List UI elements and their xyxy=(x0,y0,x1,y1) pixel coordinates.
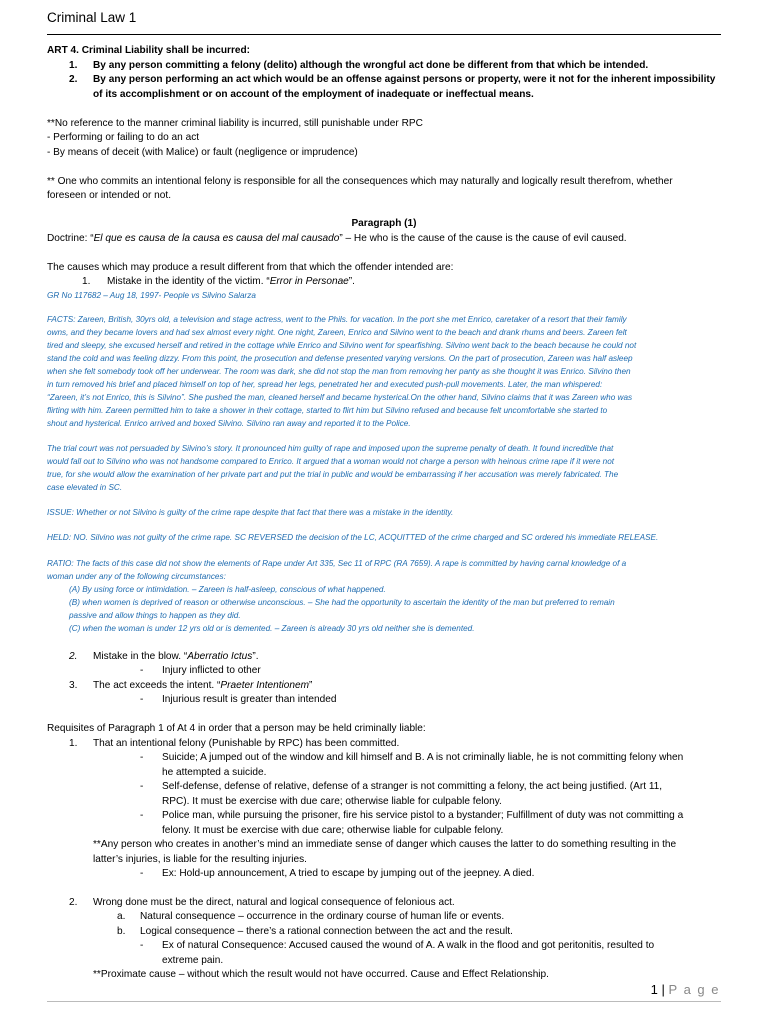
case-circumstance: (A) By using force or intimidation. – Zareen is half-asleep, conscious of what happened. xyxy=(69,585,386,594)
sub-dash: - xyxy=(140,752,144,763)
sub-dash: - xyxy=(140,940,144,951)
page-number: 1 xyxy=(650,982,658,997)
requisite-1-sub: he attempted a suicide. xyxy=(162,767,267,778)
case-trial-line: case elevated in SC. xyxy=(47,483,123,492)
cause-2-num: 2. xyxy=(69,651,78,662)
case-circumstance: (B) when women is deprived of reason or otherwise unconscious. – She had the opportunity to ascertain the identity of the man but preferred to remain xyxy=(69,598,615,607)
cause-2-sub: Injury inflicted to other xyxy=(162,665,261,676)
requisite-1-sub: RPC). It must be exercise with due care; otherwise liable for culpable felony. xyxy=(162,796,502,807)
requisite-1-sub: Self-defense, defense of relative, defense of a stranger is not committing a felony, the act being justified. (Art 11, xyxy=(162,781,663,792)
note-line: - Performing or failing to do an act xyxy=(47,132,200,143)
requisite-2: Wrong done must be the direct, natural and logical consequence of felonious act. xyxy=(93,897,455,908)
case-facts-line: “Zareen, it’s not Enrico, this is Silvino”. She pushed the man, cleaned herself and became hysterical.On the other hand, Silvino claims that it was Zareen who was xyxy=(47,393,633,402)
causes-intro: The causes which may produce a result different from that which the offender intended are: xyxy=(47,262,454,273)
requisite-2a-num: a. xyxy=(117,911,126,922)
cause-3-num: 3. xyxy=(69,680,78,691)
cause-3-sub: Injurious result is greater than intended xyxy=(162,694,337,705)
requisite-1-sub: felony. It must be exercise with due care; otherwise liable for culpable felony. xyxy=(162,825,504,836)
art4-item-2-num: 2. xyxy=(69,74,78,85)
art4-item-1-num: 1. xyxy=(69,60,78,71)
case-facts-line: flirting with him. Zareen permitted him to take a shower in their cottage, started to flirt him but Silvino refused and because felt uncomfortable she started to xyxy=(47,406,608,415)
requisites-intro: Requisites of Paragraph 1 of At 4 in order that a person may be held criminally liable: xyxy=(47,723,426,734)
requisite-1-example: Ex: Hold-up announcement, A tried to escape by jumping out of the jeepney. A died. xyxy=(162,868,535,879)
case-facts-line: shout and hysterical. Enrico arrived and boxed Silvino. Silvino ran away and reported it to the Police. xyxy=(47,419,411,428)
requisite-2a: Natural consequence – occurrence in the ordinary course of human life or events. xyxy=(140,911,505,922)
requisite-1-note: **Any person who creates in another’s mind an immediate sense of danger which causes the latter to do something resulting in the xyxy=(93,839,677,850)
requisite-2-example: Ex of natural Consequence: Accused caused the wound of A. A walk in the flood and got peritonitis, resulted to xyxy=(162,940,655,951)
page-footer xyxy=(651,982,720,997)
note-line: **No reference to the manner criminal liability is incurred, still punishable under RPC xyxy=(47,118,423,129)
footer-rule xyxy=(47,1001,721,1002)
cause-3-dash: - xyxy=(140,694,144,705)
case-facts-line: stand the cold and was feeling dizzy. From this point, the prosecution and defense presented varying versions. On the part of prosecution, Zareen was half asleep xyxy=(47,354,633,363)
cause-1: Mistake in the identity of the victim. “Error in Personae”. xyxy=(107,276,355,287)
sub-dash: - xyxy=(140,868,144,879)
case-facts-line: tired and sleepy, she excused herself and retired in the cottage while Enrico and Silvino went for spearfishing. Silvino went back to the beach because he could not xyxy=(47,341,637,350)
requisite-1-sub: Police man, while pursuing the prisoner, fire his service pistol to a bystander; Fulfillment of duty was not committing a xyxy=(162,810,684,821)
case-trial-line: would fall out to Silvino who was not handsome compared to Enrico. It argued that a woman would not charge a person with heinous crime rape if it were not xyxy=(47,457,615,466)
cause-3: The act exceeds the intent. “Praeter Intentionem” xyxy=(93,680,313,691)
page-label: P a g e xyxy=(668,982,720,997)
requisite-1-note: latter’s injuries, is liable for the resulting injuries. xyxy=(93,854,307,865)
requisite-2b: Logical consequence – there’s a rational connection between the act and the result. xyxy=(140,926,513,937)
note-line: ** One who commits an intentional felony is responsible for all the consequences which may naturally and logically result therefrom, whether xyxy=(47,176,673,187)
cause-2-dash: - xyxy=(140,665,144,676)
requisite-2-note: **Proximate cause – without which the result would not have occurred. Cause and Effect Relationship. xyxy=(93,969,549,980)
case-trial-line: The trial court was not persuaded by Silvino’s story. It pronounced him guilty of rape and imposed upon the supreme penalty of death. It found incredible that xyxy=(47,444,614,453)
case-ratio-line: woman under any of the following circumstances: xyxy=(47,572,226,581)
case-held: HELD: NO. Silvino was not guilty of the crime rape. SC REVERSED the decision of the LC, ACQUITTED of the crime charged and SC ordered his immediate RELEASE. xyxy=(47,533,659,542)
requisite-1-sub: Suicide; A jumped out of the window and kill himself and B. A is not criminally liable, he is not committing felony when xyxy=(162,752,684,763)
paragraph-heading: Paragraph (1) xyxy=(351,218,417,229)
case-facts-line: when she felt somebody took off her underwear. The room was dark, she did not stop the man from removing her panty as she thought it was Enrico. Silvino then xyxy=(47,367,631,376)
art4-item-1: By any person committing a felony (delito) although the wrongful act done be different from that which be intended. xyxy=(93,60,649,71)
requisite-2-example: extreme pain. xyxy=(162,955,224,966)
note-line: - By means of deceit (with Malice) or fault (negligence or imprudence) xyxy=(47,147,358,158)
case-facts-line: in turn removed his brief and placed himself on top of her, spread her legs, penetrated her and executed push-pull movements. Later, the man whispered: xyxy=(47,380,603,389)
sub-dash: - xyxy=(140,810,144,821)
case-circumstance: (C) when the woman is under 12 yrs old or is demented. – Zareen is already 30 yrs old neither she is demented. xyxy=(69,624,475,633)
cause-1-num: 1. xyxy=(82,276,91,287)
doctrine: Doctrine: “El que es causa de la causa es causa del mal causado” – He who is the cause of the cause is the cause of evil caused. xyxy=(47,233,627,244)
case-ratio-line: RATIO: The facts of this case did not show the elements of Rape under Art 335, Sec 11 of RPC (RA 7659). A rape is committed by having carnal knowledge of a xyxy=(47,559,627,568)
art4-item-2: By any person performing an act which would be an offense against persons or property, were it not for the inherent impossibility xyxy=(93,74,716,85)
footer-separator: | xyxy=(661,982,665,997)
requisite-1-num: 1. xyxy=(69,738,78,749)
case-facts-line: owns, and they became lovers and had sex almost every night. One night, Zareen, Enrico and Silvino went to the beach and drank rhums and beers. Zareen felt xyxy=(47,328,627,337)
requisite-1: That an intentional felony (Punishable by RPC) has been committed. xyxy=(93,738,400,749)
case-citation: GR No 117682 – Aug 18, 1997- People vs Silvino Salarza xyxy=(47,291,256,300)
header-title: Criminal Law 1 xyxy=(47,10,137,25)
requisite-2b-num: b. xyxy=(117,926,126,937)
case-facts-line: FACTS: Zareen, British, 30yrs old, a television and stage actress, went to the Phils. for vacation. In the port she met Enrico, caretaker of a resort that their family xyxy=(47,315,627,324)
sub-dash: - xyxy=(140,781,144,792)
art4-heading: ART 4. Criminal Liability shall be incurred: xyxy=(47,45,251,56)
page-header xyxy=(47,8,721,35)
case-issue: ISSUE: Whether or not Silvino is guilty of the crime rape despite that fact that there was a mistake in the identity. xyxy=(47,508,454,517)
case-circumstance: passive and allow things to happen as they did. xyxy=(69,611,241,620)
cause-2: Mistake in the blow. “Aberratio Ictus”. xyxy=(93,651,259,662)
art4-item-2-cont: of its accomplishment or on account of the employment of inadequate or ineffectual means. xyxy=(93,89,534,100)
case-trial-line: true, for she would allow the examination of her private part and put the trial in public and would be embarrassing if her accusation was merely fabricated. The xyxy=(47,470,619,479)
requisite-2-num: 2. xyxy=(69,897,78,908)
note-line: foreseen or intended or not. xyxy=(47,190,172,201)
